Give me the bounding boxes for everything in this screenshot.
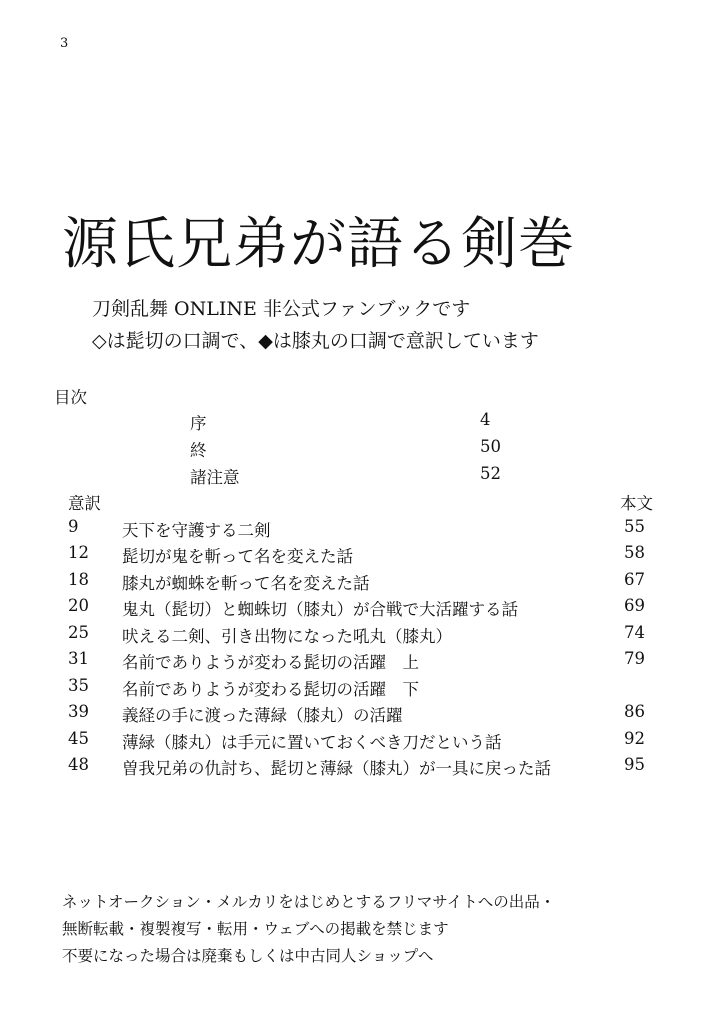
front-matter-page: 52 <box>480 464 501 483</box>
toc-entry-number: 9 <box>68 517 79 536</box>
toc-entry-page: 74 <box>624 623 645 642</box>
toc-entry-number: 31 <box>68 649 89 668</box>
toc-entry-title: 義経の手に渡った薄緑（膝丸）の活躍 <box>122 706 403 725</box>
toc-entry <box>0 517 713 543</box>
front-matter-page: 4 <box>480 410 491 429</box>
notice-line-2: 無断転載・複製複写・転用・ウェブへの掲載を禁じます <box>62 920 449 938</box>
toc-entry-page: 95 <box>624 755 645 774</box>
toc-entry-number: 18 <box>68 570 89 589</box>
toc-entry-title: 曽我兄弟の仇討ち、髭切と薄緑（膝丸）が一具に戻った話 <box>122 759 551 778</box>
toc-entry <box>0 729 713 755</box>
front-matter-label: 諸注意 <box>190 468 240 487</box>
toc-entry-page: 79 <box>624 649 645 668</box>
front-matter-page: 50 <box>480 437 501 456</box>
subtitle-line-1: 刀剣乱舞 ONLINE 非公式ファンブックです <box>92 298 471 320</box>
toc-entry <box>0 570 713 596</box>
toc-entry-number: 25 <box>68 623 89 642</box>
toc-entry-title: 膝丸が蜘蛛を斬って名を変えた話 <box>122 574 370 593</box>
toc-entry-number: 48 <box>68 755 89 774</box>
toc-entry-page: 55 <box>624 517 645 536</box>
toc-entry-page: 67 <box>624 570 645 589</box>
toc-entry-title: 天下を守護する二剣 <box>122 521 271 540</box>
toc-entry-number: 12 <box>68 543 89 562</box>
toc-entry-page: 58 <box>624 543 645 562</box>
toc-entry-title: 名前でありようが変わる髭切の活躍 下 <box>122 680 419 699</box>
front-matter-label: 序 <box>190 414 207 433</box>
toc-entry-title: 鬼丸（髭切）と蜘蛛切（膝丸）が合戦で大活躍する話 <box>122 600 518 619</box>
toc-entry <box>0 755 713 781</box>
toc-entry <box>0 702 713 728</box>
toc-entry-number: 20 <box>68 596 89 615</box>
toc-entry <box>0 543 713 569</box>
toc-entry-title: 髭切が鬼を斬って名を変えた話 <box>122 547 353 566</box>
toc-entry-page: 69 <box>624 596 645 615</box>
toc-entry <box>0 623 713 649</box>
toc-entry-page: 86 <box>624 702 645 721</box>
toc-entry-page: 92 <box>624 729 645 748</box>
column-header-translation: 意訳 <box>68 494 101 513</box>
toc-entry-number: 45 <box>68 729 89 748</box>
book-title: 源氏兄弟が語る剣巻 <box>62 212 575 277</box>
toc-entry-title: 吠える二剣、引き出物になった吼丸（膝丸） <box>122 627 452 646</box>
notice-line-3: 不要になった場合は廃棄もしくは中古同人ショップへ <box>62 947 434 965</box>
column-header-original: 本文 <box>620 494 653 513</box>
toc-entry-title: 薄緑（膝丸）は手元に置いておくべき刀だという話 <box>122 733 502 752</box>
subtitle-line-2: ◇は髭切の口調で、◆は膝丸の口調で意訳しています <box>92 330 539 352</box>
notice-line-1: ネットオークション・メルカリをはじめとするフリマサイトへの出品・ <box>62 893 556 911</box>
toc-entry <box>0 676 713 702</box>
toc-entry-title: 名前でありようが変わる髭切の活躍 上 <box>122 653 419 672</box>
toc-heading: 目次 <box>54 388 87 407</box>
toc-entry-number: 35 <box>68 676 89 695</box>
toc-entry <box>0 649 713 675</box>
front-matter-label: 終 <box>190 441 207 460</box>
toc-entry <box>0 596 713 622</box>
toc-entry-number: 39 <box>68 702 89 721</box>
page-number: 3 <box>60 36 69 51</box>
